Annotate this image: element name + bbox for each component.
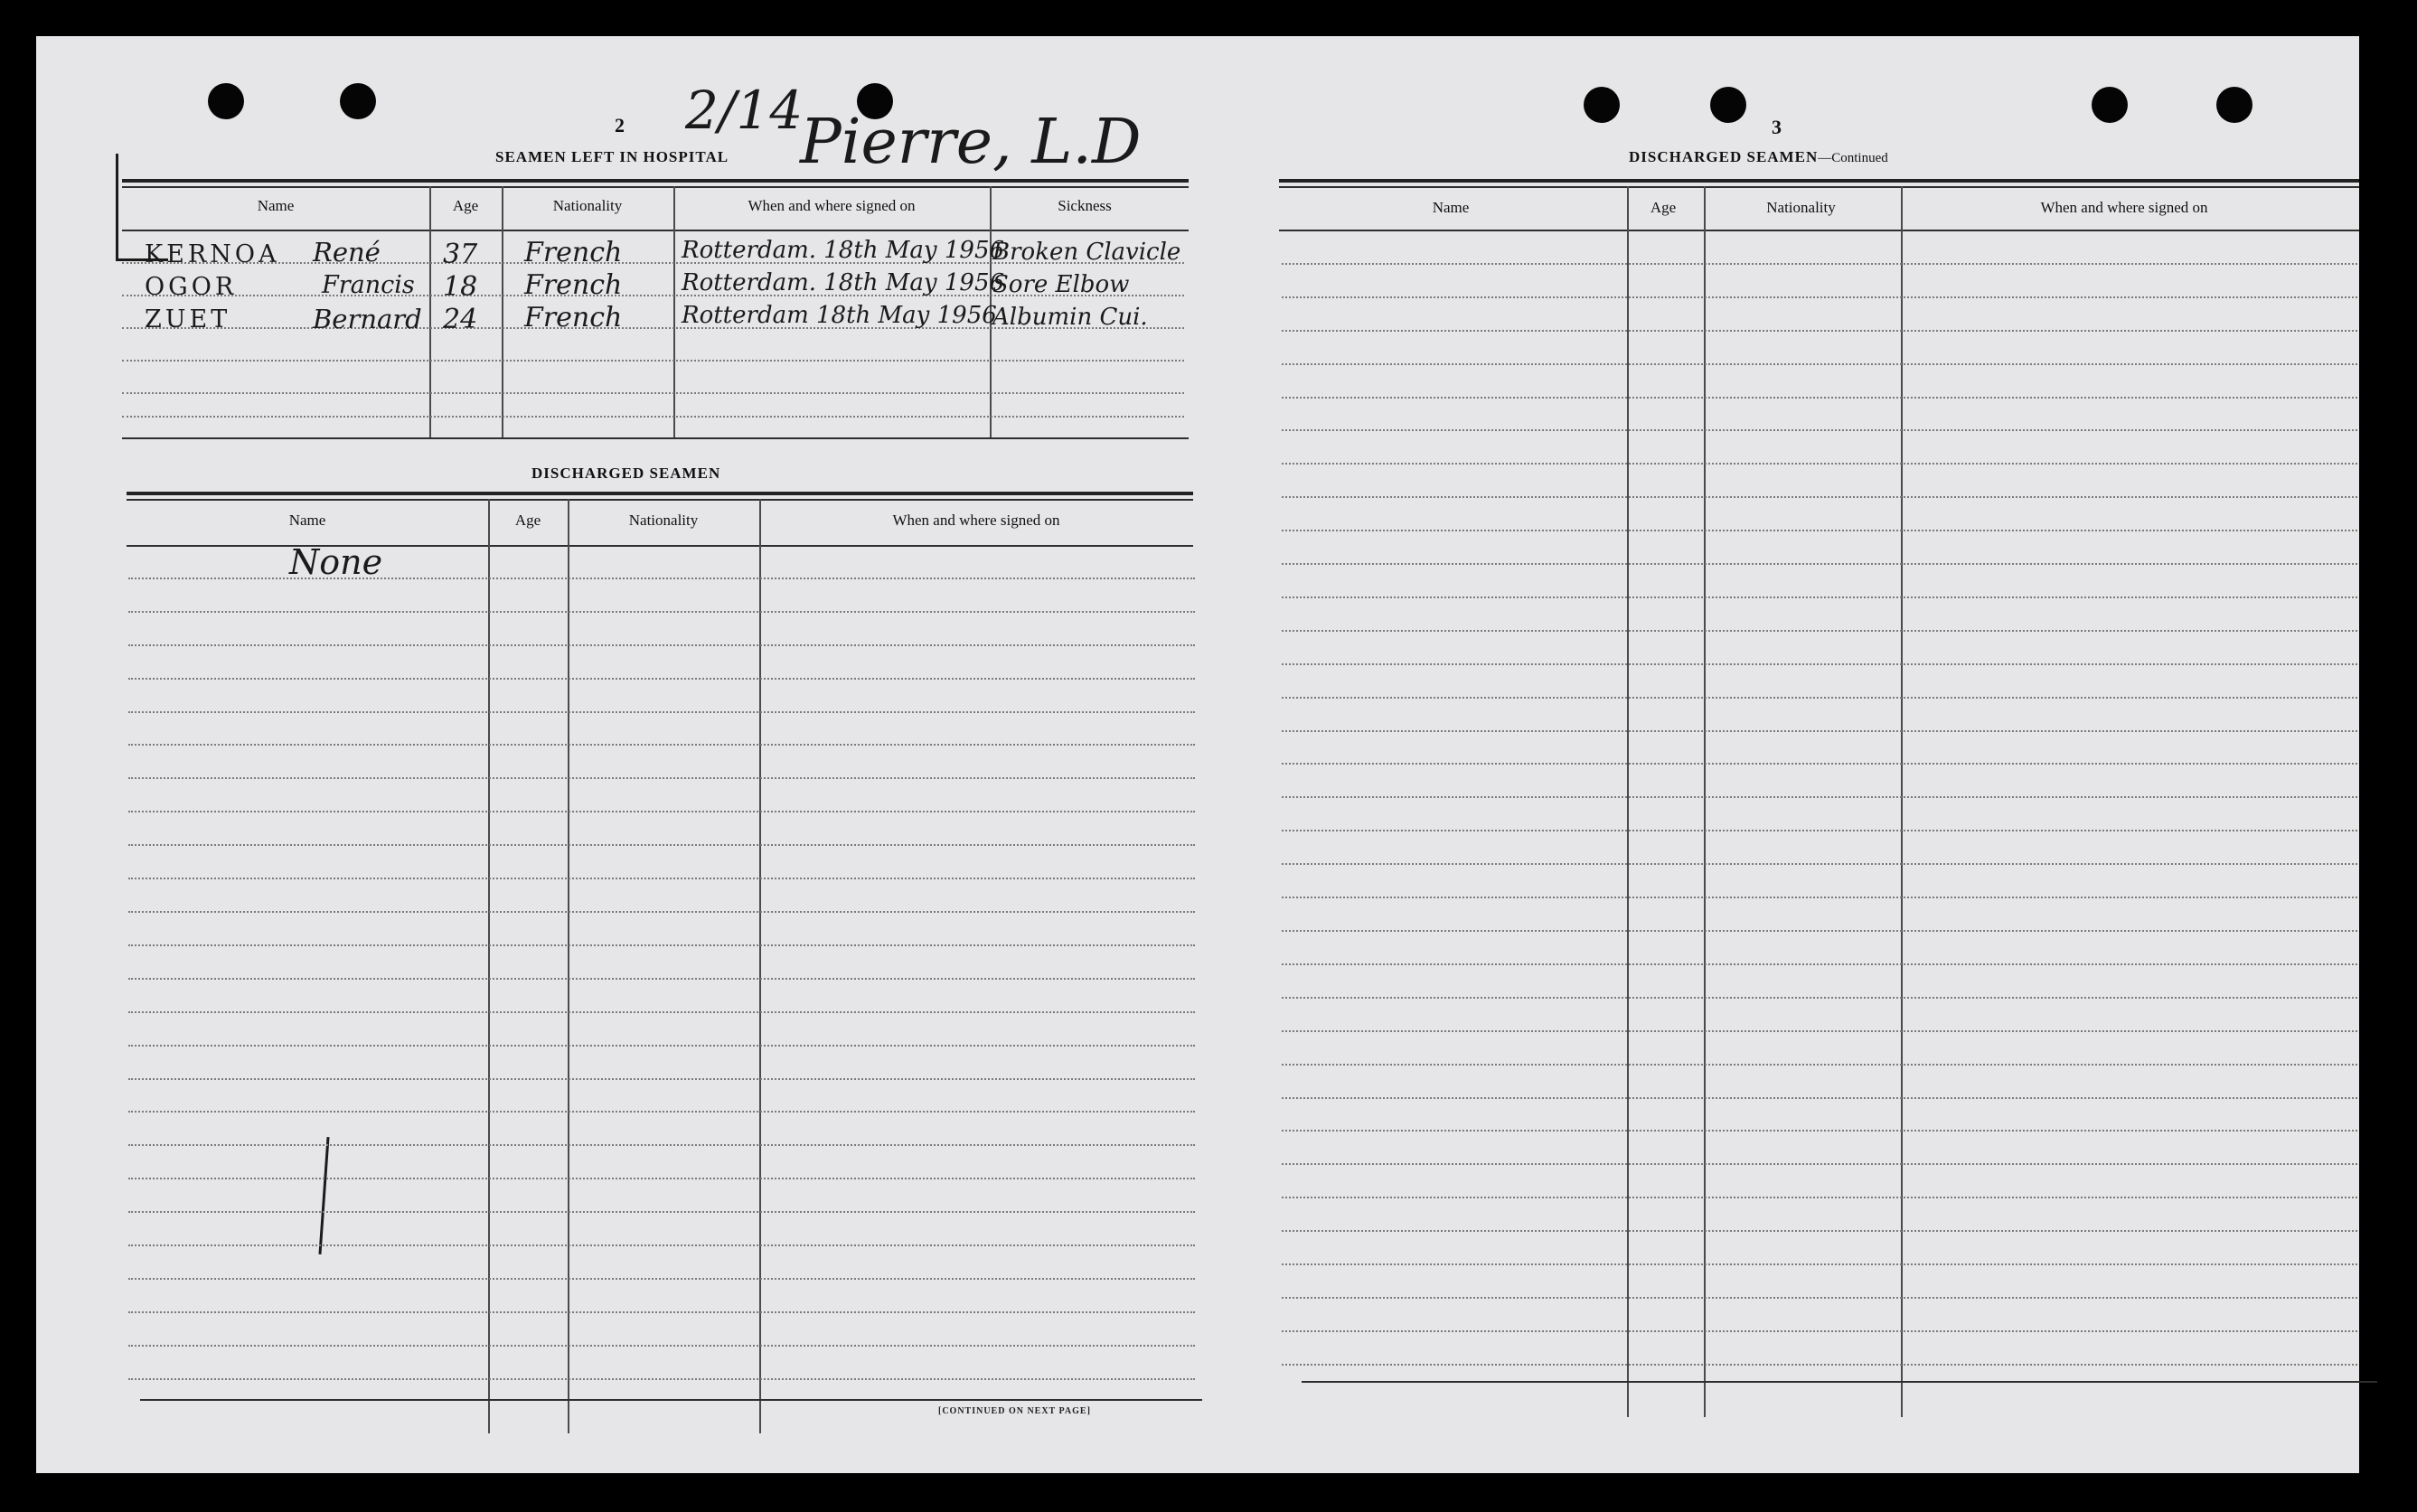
column-header: Nationality: [1766, 199, 1836, 216]
signed-on: Rotterdam. 18th May 1956: [682, 237, 1005, 264]
hospital-section-title: SEAMEN LEFT IN HOSPITAL: [495, 148, 729, 165]
ruled-line: [1282, 830, 2357, 831]
nationality: French: [524, 302, 623, 333]
column-header: Name: [288, 512, 326, 529]
ruled-line: [1282, 1064, 2357, 1066]
ruled-line: [128, 1278, 1195, 1280]
given-name: Francis: [322, 271, 415, 299]
nationality: French: [524, 237, 623, 268]
surname: KERNOA: [145, 240, 280, 268]
given-name: René: [313, 237, 381, 268]
column-header: Name: [257, 197, 295, 214]
age: 18: [443, 271, 478, 303]
surname: ZUET: [145, 305, 231, 333]
discharged-section-title: DISCHARGED SEAMEN: [531, 465, 721, 482]
column-header: Sickness: [1058, 197, 1112, 214]
pen-mark: [318, 1137, 329, 1254]
ruled-line: [1282, 530, 2357, 531]
ruled-line: [128, 944, 1195, 946]
ruled-line: [1282, 1197, 2357, 1198]
sickness: Albumin Cui.: [992, 304, 1148, 331]
ruled-line: [128, 911, 1195, 913]
ruled-line: [128, 1078, 1195, 1080]
column-header: When and where signed on: [748, 197, 916, 214]
ruled-line: [128, 578, 1195, 579]
ruled-line: [1282, 463, 2357, 465]
ruled-line: [128, 678, 1195, 680]
ruled-line: [1282, 763, 2357, 765]
punch-hole: [340, 83, 376, 119]
ruled-line: [1282, 563, 2357, 565]
right-page-title: [1629, 148, 1888, 166]
ruled-line: [128, 978, 1195, 980]
column-header: Age: [1650, 199, 1677, 216]
ruled-line: [1282, 1364, 2357, 1366]
page-number-left: 2: [615, 114, 625, 136]
ruled-line: [1282, 1297, 2357, 1299]
punch-hole: [208, 83, 244, 119]
ruled-line: [128, 1244, 1195, 1246]
ruled-line: [1282, 263, 2357, 265]
age: 24: [443, 304, 478, 335]
ruled-line: [128, 711, 1195, 713]
ruled-line: [1282, 596, 2357, 598]
ruled-line: [1282, 796, 2357, 798]
ruled-line: [1282, 1097, 2357, 1099]
column-header: Age: [452, 197, 479, 214]
ruled-line: [1282, 429, 2357, 431]
column-header: Nationality: [552, 197, 623, 214]
column-header: When and where signed on: [2040, 199, 2208, 216]
ruled-line: [1282, 930, 2357, 932]
ruled-line: [128, 611, 1195, 613]
ruled-line: [1282, 1130, 2357, 1132]
ruled-line: [1282, 730, 2357, 732]
ruled-line: [1282, 697, 2357, 699]
nationality: French: [524, 269, 623, 301]
ruled-line: [128, 878, 1195, 879]
continued-note: [CONTINUED ON NEXT PAGE]: [938, 1406, 1091, 1416]
ruled-line: [1282, 963, 2357, 965]
column-header: Age: [514, 512, 541, 529]
margin-bracket: [116, 154, 118, 260]
ruled-line: [128, 644, 1195, 646]
ruled-line: [128, 1144, 1195, 1146]
title-suffix: —Continued: [1818, 151, 1888, 165]
ruled-line: [128, 1178, 1195, 1179]
ruled-line: [1282, 630, 2357, 632]
punch-hole: [2092, 87, 2128, 123]
ruled-line: [128, 1311, 1195, 1313]
none-entry: None: [289, 542, 383, 582]
ruled-line: [128, 1211, 1195, 1213]
column-header: Name: [1432, 199, 1470, 216]
ruled-line: [1282, 397, 2357, 399]
ruled-line: [1282, 897, 2357, 898]
ship-name-annotation: Pierre, L.D: [800, 107, 1142, 178]
punch-hole: [2216, 87, 2252, 123]
sickness: Sore Elbow: [992, 271, 1130, 298]
page-number-right: 3: [1772, 116, 1782, 138]
ruled-line: [1282, 1263, 2357, 1265]
punch-hole: [1584, 87, 1620, 123]
sickness: Broken Clavicle: [992, 239, 1181, 266]
ruled-line: [1282, 997, 2357, 999]
ruled-line: [1282, 330, 2357, 332]
title-main: DISCHARGED SEAMEN: [1629, 148, 1819, 165]
ruled-line: [1282, 296, 2357, 298]
ruled-line: [128, 811, 1195, 812]
ruled-line: [1282, 1230, 2357, 1232]
ruled-line: [1282, 363, 2357, 365]
ruled-line: [1282, 496, 2357, 498]
ruled-line: [128, 1011, 1195, 1013]
age: 37: [443, 239, 478, 270]
column-header: Nationality: [628, 512, 699, 529]
fraction-annotation: 2/14: [685, 80, 804, 141]
ruled-line: [128, 1045, 1195, 1047]
ruled-line: [1282, 663, 2357, 665]
surname: OGOR: [145, 273, 238, 301]
column-header: When and where signed on: [892, 512, 1060, 529]
ruled-line: [128, 1378, 1195, 1380]
ruled-line: [1282, 1030, 2357, 1032]
ruled-line: [1282, 1163, 2357, 1165]
signed-on: Rotterdam 18th May 1956: [682, 302, 997, 329]
ruled-line: [128, 1111, 1195, 1113]
ruled-line: [128, 844, 1195, 846]
ruled-line: [128, 1345, 1195, 1347]
ruled-line: [1282, 1330, 2357, 1332]
ruled-line: [1282, 863, 2357, 865]
ruled-line: [128, 744, 1195, 746]
signed-on: Rotterdam. 18th May 1956: [682, 269, 1005, 296]
ruled-line: [128, 777, 1195, 779]
given-name: Bernard: [313, 304, 422, 334]
punch-hole: [1710, 87, 1746, 123]
ledger-sheet: [36, 36, 2359, 1473]
